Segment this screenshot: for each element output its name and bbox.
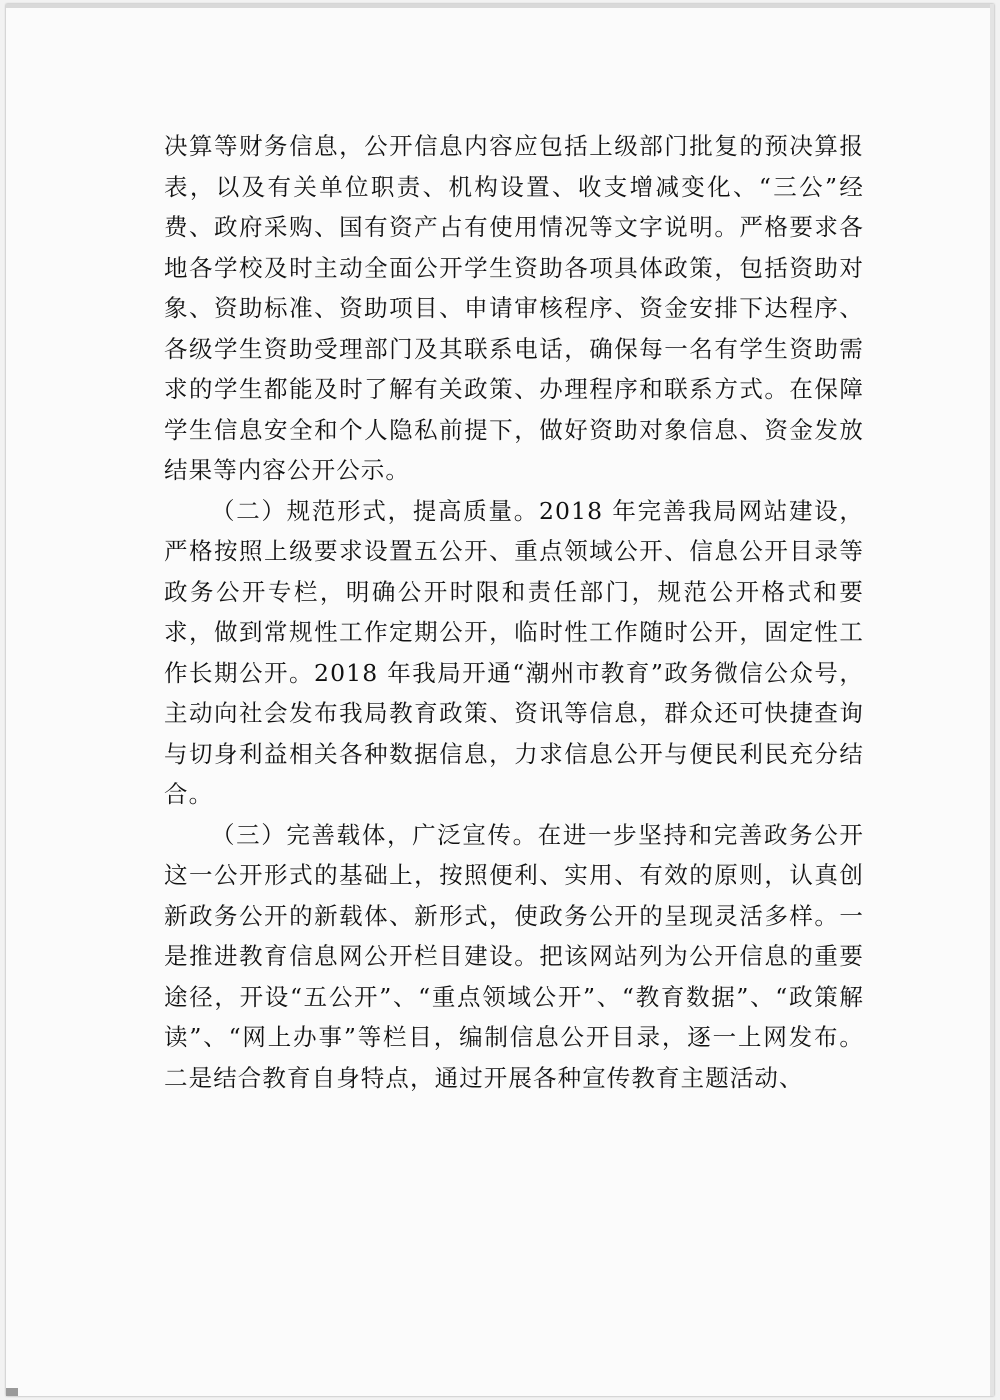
paragraph-improve-carriers: （三）完善载体，广泛宣传。在进一步坚持和完善政务公开这一公开形式的基础上，按照便利、实用、有效的原则，认真创新政务公开的新载体、新形式，使政务公开的呈现灵活多样。一是推进教育信息网公开栏目建设。把该网站列为公开信息的重要途径，开设“五公开”、“重点领域公开”、“教育数据”、“政策解读”、“网上办事”等栏目，编制信息公开目录，逐一上网发布。二是结合教育自身特点，通过开展各种宣传教育主题活动、: [164, 820, 864, 1092]
scan-edge-mark: [6, 1388, 18, 1396]
scanned-page: [6, 4, 994, 1396]
paragraph-standardize-format: （二）规范形式，提高质量。2018 年完善我局网站建设，严格按照上级要求设置五公开、重点领域公开、信息公开目录等政务公开专栏，明确公开时限和责任部门，规范公开格式和要求，做到常规性工作定期公开，临时性工作随时公开，固定性工作长期公开。2018 年我局开通“潮州市教育”政务微信公众号，主动向社会发布我局教育政策、资讯等信息，群众还可快捷查询与切身利益相关各种数据信息，力求信息公开与便民利民充分结合。: [164, 496, 864, 808]
document-body: [164, 126, 864, 1098]
paragraph-financial-disclosure: 决算等财务信息，公开信息内容应包括上级部门批复的预决算报表，以及有关单位职责、机构设置、收支增减变化、“三公”经费、政府采购、国有资产占有使用情况等文字说明。严格要求各地各学校及时主动全面公开学生资助各项具体政策，包括资助对象、资助标准、资助项目、申请审核程序、资金安排下达程序、各级学生资助受理部门及其联系电话，确保每一名有学生资助需求的学生都能及时了解有关政策、办理程序和联系方式。在保障学生信息安全和个人隐私前提下，做好资助对象信息、资金发放结果等内容公开公示。: [164, 132, 864, 484]
